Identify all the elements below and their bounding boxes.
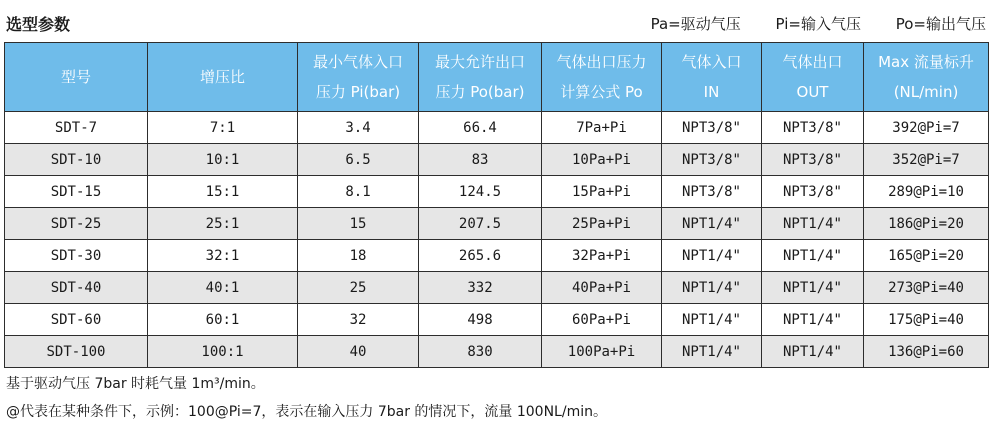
cell-model: SDT-25: [5, 208, 148, 240]
spec-table: [4, 42, 989, 368]
table-row: [5, 144, 989, 176]
cell-max-flow: 273@Pi=40: [864, 272, 989, 304]
cell-max-flow: 352@Pi=7: [864, 144, 989, 176]
cell-outlet-port: NPT3/8": [762, 144, 864, 176]
header-max-flow: Max 流量标升 (NL/min): [864, 43, 989, 112]
cell-outlet-port: NPT1/4": [762, 272, 864, 304]
cell-min-inlet: 6.5: [298, 144, 419, 176]
header-gas-inlet: 气体入口 IN: [662, 43, 762, 112]
cell-model: SDT-15: [5, 176, 148, 208]
cell-ratio: 100:1: [148, 336, 298, 368]
table-row: [5, 176, 989, 208]
cell-outlet-port: NPT3/8": [762, 112, 864, 144]
cell-max-outlet: 498: [419, 304, 542, 336]
table-row: [5, 112, 989, 144]
cell-ratio: 25:1: [148, 208, 298, 240]
cell-outlet-port: NPT3/8": [762, 176, 864, 208]
cell-inlet-port: NPT1/4": [662, 208, 762, 240]
cell-model: SDT-10: [5, 144, 148, 176]
header-outlet-formula: 气体出口压力 计算公式 Po: [542, 43, 662, 112]
header-gas-outlet: 气体出口 OUT: [762, 43, 864, 112]
cell-min-inlet: 3.4: [298, 112, 419, 144]
cell-formula: 7Pa+Pi: [542, 112, 662, 144]
cell-max-flow: 175@Pi=40: [864, 304, 989, 336]
cell-formula: 100Pa+Pi: [542, 336, 662, 368]
cell-model: SDT-60: [5, 304, 148, 336]
cell-formula: 60Pa+Pi: [542, 304, 662, 336]
cell-ratio: 10:1: [148, 144, 298, 176]
cell-ratio: 7:1: [148, 112, 298, 144]
cell-formula: 10Pa+Pi: [542, 144, 662, 176]
cell-inlet-port: NPT3/8": [662, 176, 762, 208]
cell-max-flow: 165@Pi=20: [864, 240, 989, 272]
cell-min-inlet: 15: [298, 208, 419, 240]
cell-min-inlet: 18: [298, 240, 419, 272]
cell-outlet-port: NPT1/4": [762, 240, 864, 272]
cell-model: SDT-100: [5, 336, 148, 368]
cell-outlet-port: NPT1/4": [762, 208, 864, 240]
cell-max-outlet: 207.5: [419, 208, 542, 240]
legend-po: Po=输出气压: [895, 15, 986, 33]
legend-pa: Pa=驱动气压: [650, 15, 741, 33]
cell-max-flow: 136@Pi=60: [864, 336, 989, 368]
footnote-air-consumption: 基于驱动气压 7bar 时耗气量 1m³/min。: [6, 376, 265, 392]
section-title: 选型参数: [6, 15, 71, 34]
pressure-legend: [621, 13, 986, 34]
header-min-inlet-pressure: 最小气体入口 压力 Pi(bar): [298, 43, 419, 112]
footnote-at-symbol: @代表在某种条件下，示例：100@Pi=7，表示在输入压力 7bar 的情况下，流量 100NL/min。: [6, 404, 607, 420]
cell-formula: 25Pa+Pi: [542, 208, 662, 240]
cell-outlet-port: NPT1/4": [762, 304, 864, 336]
cell-max-outlet: 265.6: [419, 240, 542, 272]
cell-max-outlet: 124.5: [419, 176, 542, 208]
table-row: [5, 336, 989, 368]
header-max-outlet-pressure: 最大允许出口 压力 Po(bar): [419, 43, 542, 112]
cell-inlet-port: NPT3/8": [662, 112, 762, 144]
cell-model: SDT-7: [5, 112, 148, 144]
cell-ratio: 32:1: [148, 240, 298, 272]
cell-model: SDT-30: [5, 240, 148, 272]
cell-inlet-port: NPT1/4": [662, 240, 762, 272]
table-row: [5, 272, 989, 304]
cell-min-inlet: 32: [298, 304, 419, 336]
cell-ratio: 40:1: [148, 272, 298, 304]
cell-max-outlet: 83: [419, 144, 542, 176]
cell-max-flow: 186@Pi=20: [864, 208, 989, 240]
cell-max-flow: 289@Pi=10: [864, 176, 989, 208]
cell-inlet-port: NPT1/4": [662, 272, 762, 304]
table-row: [5, 208, 989, 240]
header-model: 型号: [5, 43, 148, 112]
cell-max-flow: 392@Pi=7: [864, 112, 989, 144]
table-row: [5, 240, 989, 272]
cell-inlet-port: NPT1/4": [662, 336, 762, 368]
cell-min-inlet: 8.1: [298, 176, 419, 208]
cell-outlet-port: NPT1/4": [762, 336, 864, 368]
cell-max-outlet: 830: [419, 336, 542, 368]
cell-min-inlet: 25: [298, 272, 419, 304]
cell-ratio: 15:1: [148, 176, 298, 208]
cell-min-inlet: 40: [298, 336, 419, 368]
table-header-row: [5, 43, 989, 112]
footnotes: [6, 370, 607, 426]
header-bar: [6, 8, 986, 38]
cell-inlet-port: NPT1/4": [662, 304, 762, 336]
legend-pi: Pi=输入气压: [775, 15, 861, 33]
table-row: [5, 304, 989, 336]
cell-model: SDT-40: [5, 272, 148, 304]
cell-ratio: 60:1: [148, 304, 298, 336]
cell-max-outlet: 66.4: [419, 112, 542, 144]
cell-formula: 15Pa+Pi: [542, 176, 662, 208]
header-ratio: 增压比: [148, 43, 298, 112]
cell-inlet-port: NPT3/8": [662, 144, 762, 176]
cell-max-outlet: 332: [419, 272, 542, 304]
cell-formula: 32Pa+Pi: [542, 240, 662, 272]
cell-formula: 40Pa+Pi: [542, 272, 662, 304]
